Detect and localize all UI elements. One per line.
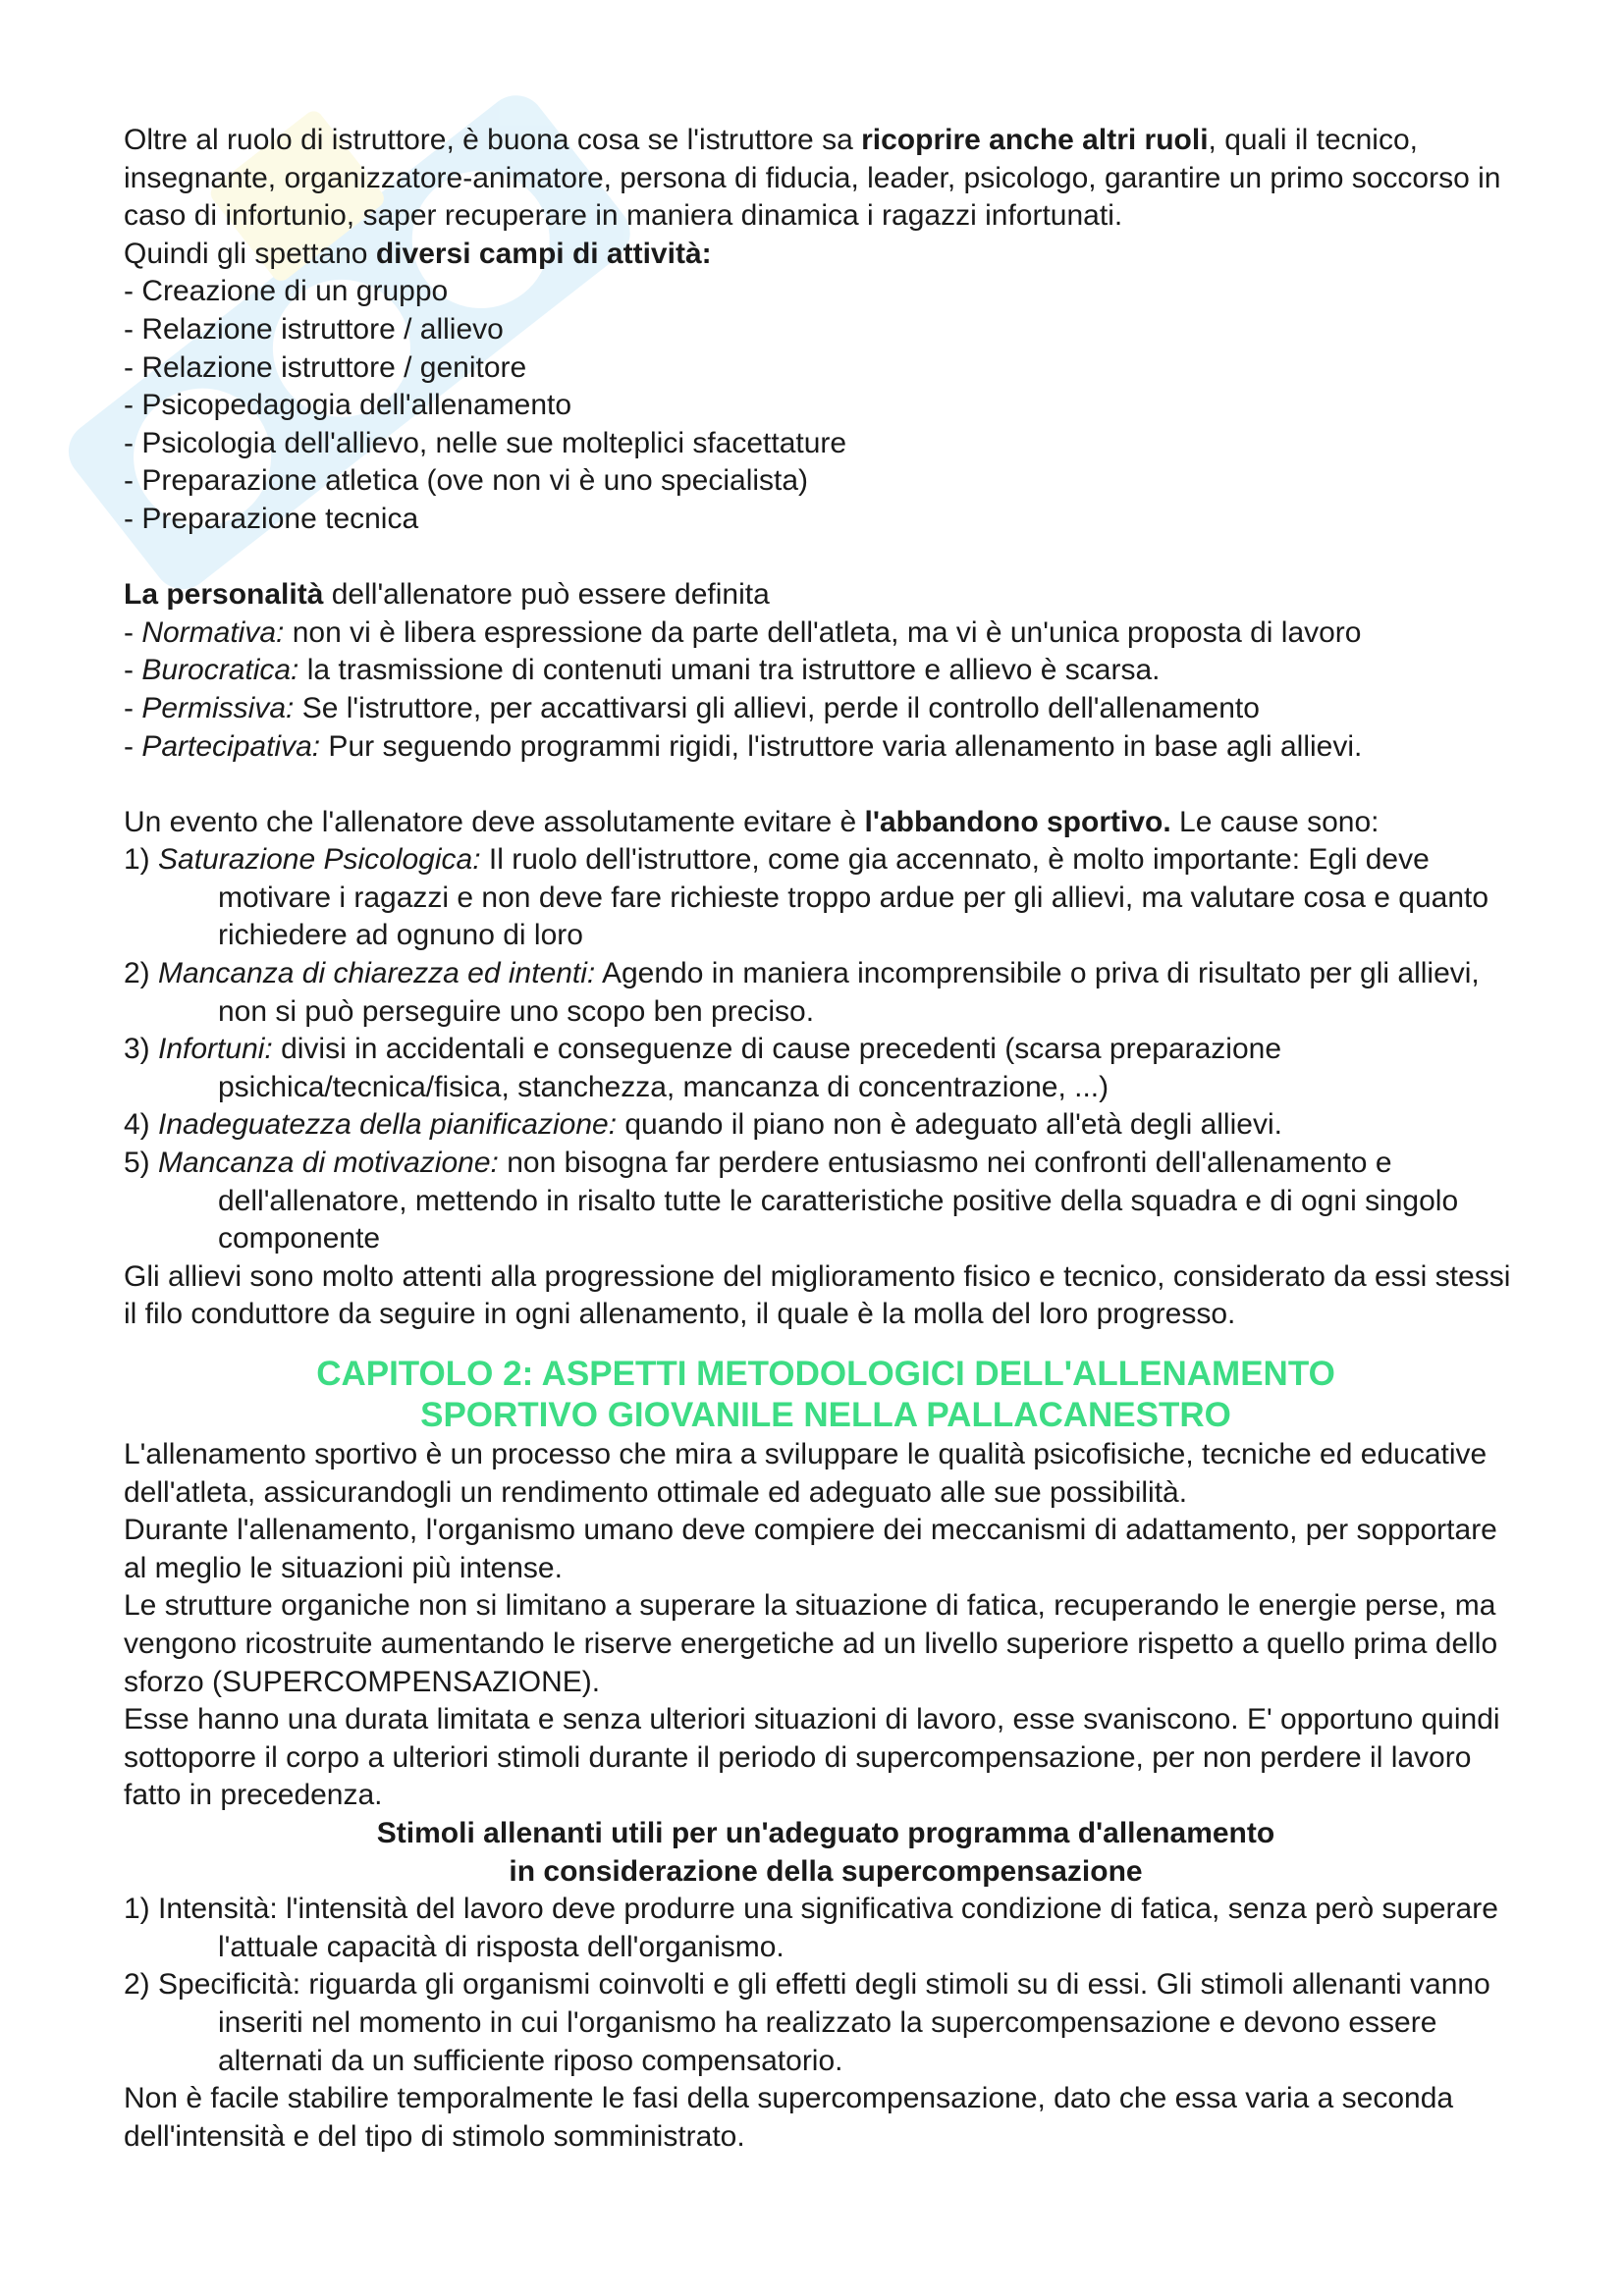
- list-item: - Relazione istruttore / allievo: [124, 312, 504, 346]
- intro-fields-line: Quindi gli spettano diversi campi di attività:: [124, 237, 712, 270]
- paragraph: Durante l'allenamento, l'organismo umano deve compiere dei meccanismi di adattamento, per sopportare al meglio le situazioni più intense.: [124, 1514, 1497, 1584]
- dropout-intro: Un evento che l'allenatore deve assolutamente evitare è l'abbandono sportivo. Le cause sono:: [124, 805, 1380, 838]
- dropout-closing: Gli allievi sono molto attenti alla progressione del miglioramento fisico e tecnico, considerato da essi stessi il filo conduttore da seguire in ogni allenamento, il quale è la molla del loro progresso.: [124, 1259, 1511, 1331]
- personality-heading: La personalità dell'allenatore può essere definita: [124, 578, 770, 612]
- paragraph: Esse hanno una durata limitata e senza ulteriori situazioni di lavoro, esse svaniscono. E' opportuno quindi sottoporre il corpo a ulteriori stimoli durante il periodo di supercompensazione, per non perdere il lavoro fatto in precedenza.: [124, 1703, 1500, 1812]
- paragraph: L'allenamento sportivo è un processo che mira a sviluppare le qualità psicofisiche, tecniche ed educative dell'atleta, assicurandogli un rendimento ottimale ed adeguato alle sue possibilità.: [124, 1438, 1488, 1509]
- personality-type: - Partecipativa: Pur seguendo programmi rigidi, l'istruttore varia allenamento in base agli allievi.: [124, 729, 1363, 763]
- dropout-cause: 4) Inadeguatezza della pianificazione: quando il piano non è adeguato all'età degli allievi.: [124, 1108, 1282, 1142]
- dropout-cause: 5) Mancanza di motivazione: non bisogna far perdere entusiasmo nei confronti dell'allenamento e dell'allenatore, mettendo in risalto tutte le caratteristiche positive della squadra e di ogni singolo componente: [124, 1147, 1459, 1255]
- list-item: - Creazione di un gruppo: [124, 275, 449, 308]
- personality-type: - Burocratica: la trasmissione di contenuti umani tra istruttore e allievo è scarsa.: [124, 654, 1161, 687]
- chapter-title-line: CAPITOLO 2: ASPETTI METODOLOGICI DELL'ALLENAMENTO: [316, 1355, 1335, 1393]
- section-subtitle: Stimoli allenanti utili per un'adeguato programma d'allenamento: [376, 1816, 1275, 1849]
- personality-type: - Permissiva: Se l'istruttore, per accattivarsi gli allievi, perde il controllo dell'allenamento: [124, 691, 1260, 724]
- paragraph: Le strutture organiche non si limitano a superare la situazione di fatica, recuperando le energie perse, ma vengono ricostruite aumentando le riserve energetiche ad un livello superiore rispetto a quello prima dello sforzo (SUPERCOMPENSAZIONE).: [124, 1589, 1498, 1698]
- dropout-cause: 2) Mancanza di chiarezza ed intenti: Agendo in maniera incomprensibile o priva di risultato per gli allievi, non si può perseguire uno scopo ben preciso.: [124, 957, 1480, 1028]
- list-item: - Psicopedagogia dell'allenamento: [124, 389, 572, 422]
- section-subtitle: in considerazione della supercompensazione: [509, 1854, 1143, 1888]
- stimulus-item: 1) Intensità: l'intensità del lavoro deve produrre una significativa condizione di fatica, senza però superare l'attuale capacità di risposta dell'organismo.: [124, 1893, 1498, 1963]
- intro-paragraph: Oltre al ruolo di istruttore, è buona cosa se l'istruttore sa ricoprire anche altri ruoli, quali il tecnico, insegnante, organizzatore-animatore, persona di fiducia, leader, psicologo, garantire un primo soccorso in caso di infortunio, saper recuperare in maniera dinamica i ragazzi infortunati.: [124, 124, 1501, 233]
- chapter-title: [124, 1354, 1528, 1436]
- list-item: - Relazione istruttore / genitore: [124, 350, 527, 384]
- dropout-cause: 3) Infortuni: divisi in accidentali e conseguenze di cause precedenti (scarsa preparazione psichica/tecnica/fisica, stanchezza, mancanza di concentrazione, ...): [124, 1033, 1282, 1103]
- paragraph: Non è facile stabilire temporalmente le fasi della supercompensazione, dato che essa varia a seconda dell'intensità e del tipo di stimolo somministrato.: [124, 2082, 1454, 2153]
- list-item: - Preparazione tecnica: [124, 502, 419, 535]
- chapter-title-line: SPORTIVO GIOVANILE NELLA PALLACANESTRO: [420, 1396, 1231, 1434]
- stimulus-item: 2) Specificità: riguarda gli organismi coinvolti e gli effetti degli stimoli su di essi. Gli stimoli allenanti vanno inseriti nel momento in cui l'organismo ha realizzato la supercompensazione e devono essere alternati da un sufficiente riposo compensatorio.: [124, 1968, 1490, 2077]
- personality-type: - Normativa: non vi è libera espressione da parte dell'atleta, ma vi è un'unica proposta di lavoro: [124, 615, 1362, 649]
- list-item: - Psicologia dell'allievo, nelle sue molteplici sfacettature: [124, 426, 847, 459]
- document-page: [124, 122, 1528, 2156]
- dropout-cause: 1) Saturazione Psicologica: Il ruolo dell'istruttore, come gia accennato, è molto importante: Egli deve motivare i ragazzi e non deve fare richieste troppo ardue per gli allievi, ma valutare cosa e quanto richiedere ad ognuno di loro: [124, 843, 1489, 952]
- list-item: - Preparazione atletica (ove non vi è uno specialista): [124, 464, 809, 498]
